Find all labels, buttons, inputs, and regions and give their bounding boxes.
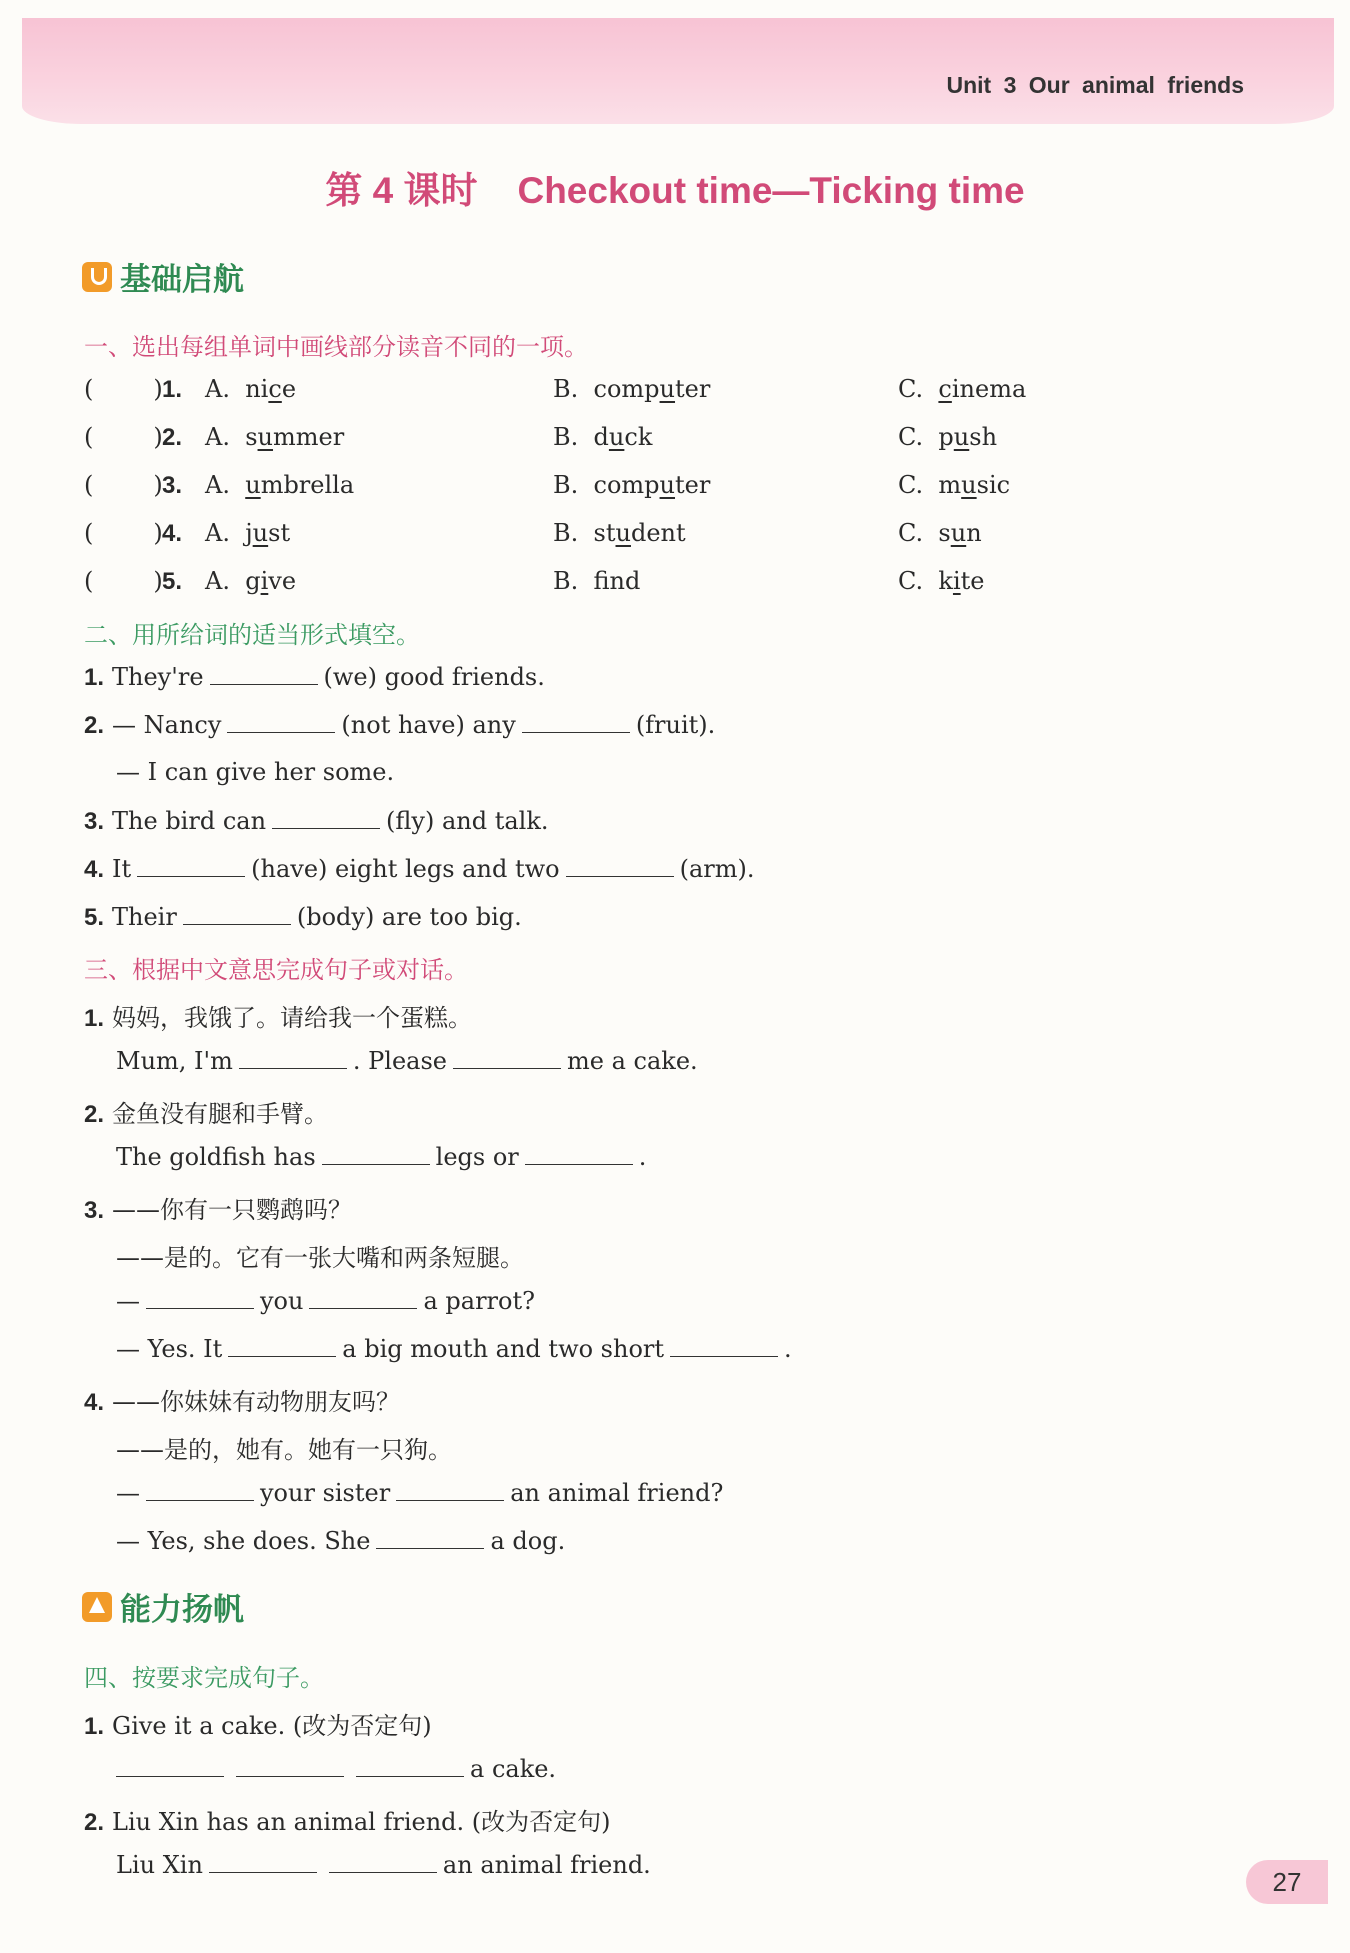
underlined-letter: c [938,375,952,403]
answer-blank[interactable] [396,1478,504,1501]
lesson-number: 第 4 课时 [325,170,478,211]
word-part: ck [624,423,653,451]
sail-icon [82,1592,112,1622]
part3-instruction: 三、根据中文意思完成句子或对话。 [84,956,468,984]
word-part: ter [675,471,711,499]
answer-blank[interactable] [228,1334,336,1357]
word-part: s [938,519,951,547]
answer-blank[interactable] [376,1526,484,1549]
word-part: te [960,567,985,595]
answer-blank[interactable] [146,1478,254,1501]
word-part: dent [630,519,686,547]
word-part: sh [969,423,998,451]
word-part: m [938,471,962,499]
word-part: nd [609,567,641,595]
answer-blank[interactable] [322,1142,430,1165]
answer-blank[interactable] [183,902,291,925]
word-part: j [245,519,253,547]
option-a: A. nice [205,375,297,403]
word-part: e [281,375,297,403]
answer-blank[interactable] [522,710,630,733]
underlined-letter: u [659,375,676,403]
part2-item-1: 1. They're (we) good friends. [84,663,545,691]
answer-blank[interactable] [356,1754,464,1777]
part3-item-4-zh1: 4. ——你妹妹有动物朋友吗？ [84,1388,401,1416]
part1-item [84,519,190,548]
answer-blank[interactable] [272,806,380,829]
part1-item [84,567,190,596]
part2-item-3: 3. The bird can (fly) and talk. [84,807,549,835]
part1-item [84,375,190,404]
underlined-letter: u [252,519,269,547]
option-b: B. student [553,519,686,547]
word-part: d [593,423,609,451]
option-b: B. computer [553,471,711,499]
part2-item-2-reply: — I can give her some. [116,758,395,786]
part2-item-2: 2. — Nancy (not have) any (fruit). [84,711,716,739]
item-number: 5. [162,568,183,595]
anchor-icon [82,262,112,292]
part4-instruction: 四、按要求完成句子。 [84,1664,324,1692]
part3-item-3-zh2: ——是的。它有一张大嘴和两条短腿。 [116,1244,524,1272]
part3-item-1-zh: 1. 妈妈，我饿了。请给我一个蛋糕。 [84,1004,473,1032]
page-number: 27 [1246,1860,1328,1904]
underlined-letter: u [245,471,261,499]
underlined-letter: u [257,423,274,451]
option-b: B. fnd [553,567,641,595]
item-number: 2. [162,424,183,451]
word-part: sic [976,471,1011,499]
option-b: B. computer [553,375,711,403]
word-part: g [245,567,261,595]
option-a: A. umbrella [205,471,355,499]
part1-instruction: 一、选出每组单词中画线部分读音不同的一项。 [84,333,588,361]
word-part: mmer [273,423,345,451]
word-part: s [245,423,258,451]
answer-blank[interactable] [137,854,245,877]
answer-blank[interactable] [329,1850,437,1873]
lesson-title [0,160,1350,214]
word-part: k [938,567,953,595]
answer-blank[interactable] [566,854,674,877]
underlined-letter: u [608,423,625,451]
underlined-letter: u [961,471,977,499]
section-heading-ability: 能力扬帆 [82,1584,244,1629]
answer-blank[interactable] [670,1334,778,1357]
part3-item-4-zh2: ——是的，她有。她有一只狗。 [116,1436,452,1464]
answer-blank[interactable] [116,1754,224,1777]
part3-item-2-zh: 2. 金鱼没有腿和手臂。 [84,1100,329,1128]
part3-item-4-en1: — your sister an animal friend? [116,1479,724,1507]
answer-blank[interactable] [453,1046,561,1069]
answer-blank[interactable] [209,1850,317,1873]
underlined-letter: c [268,375,282,403]
word-part: ni [245,375,269,403]
answer-blank[interactable] [525,1142,633,1165]
underlined-letter: u [615,519,631,547]
word-part: ter [675,375,711,403]
answer-parentheses[interactable]: ( ) [84,423,163,451]
part2-item-5: 5. Their (body) are too big. [84,903,522,931]
answer-blank[interactable] [227,710,335,733]
word-part: n [966,519,982,547]
underlined-letter: u [659,471,676,499]
answer-parentheses[interactable]: ( ) [84,567,163,595]
part1-item [84,423,190,452]
underlined-letter: u [950,519,967,547]
part2-instruction: 二、用所给词的适当形式填空。 [84,621,420,649]
part3-item-3-zh1: 3. ——你有一只鹦鹉吗？ [84,1196,353,1224]
item-number: 4. [162,520,183,547]
part3-item-2-en: The goldfish has legs or . [116,1143,647,1171]
section-heading-basic: 基础启航 [82,254,244,299]
option-c: C. sun [898,519,982,547]
option-c: C. push [898,423,998,451]
answer-blank[interactable] [236,1754,344,1777]
part3-item-3-en1: — you a parrot? [116,1287,535,1315]
word-part: p [938,423,954,451]
word-part: st [593,519,616,547]
answer-blank[interactable] [210,662,318,685]
option-a: A. just [205,519,291,547]
answer-parentheses[interactable]: ( ) [84,375,163,403]
unit-title: Unit 3 Our animal friends [946,72,1244,98]
part1-item [84,471,190,500]
part4-item-1: 1. Give it a cake. (改为否定句) [84,1712,432,1740]
item-number: 3. [162,472,183,499]
part3-item-3-en2: — Yes. It a big mouth and two short . [116,1335,792,1363]
part4-item-2-answer: Liu Xin an animal friend. [116,1851,651,1879]
header-band [22,18,1334,124]
part4-item-1-answer: a cake. [116,1754,556,1783]
answer-parentheses[interactable]: ( ) [84,471,163,499]
underlined-letter: u [953,423,970,451]
option-b: B. duck [553,423,653,451]
word-part: comp [593,471,660,499]
part3-item-4-en2: — Yes, she does. She a dog. [116,1527,566,1555]
part3-item-1-en: Mum, I'm . Please me a cake. [116,1047,698,1075]
underlined-letter: i [952,567,961,595]
word-part: f [593,567,610,595]
option-c: C. music [898,471,1011,499]
answer-blank[interactable] [309,1286,417,1309]
word-part: comp [593,375,660,403]
option-c: C. kite [898,567,985,595]
option-c: C. cinema [898,375,1027,403]
answer-blank[interactable] [146,1286,254,1309]
word-part: ve [268,567,297,595]
part2-item-4: 4. It (have) eight legs and two (arm). [84,855,755,883]
word-part: mbrella [260,471,355,499]
item-number: 1. [162,376,183,403]
word-part: inema [951,375,1027,403]
underlined-letter: i [260,567,269,595]
part4-item-2: 2. Liu Xin has an animal friend. (改为否定句) [84,1808,611,1836]
option-a: A. give [205,567,297,595]
word-part: st [268,519,291,547]
option-a: A. summer [205,423,345,451]
lesson-name: Checkout time—Ticking time [517,170,1025,211]
answer-parentheses[interactable]: ( ) [84,519,163,547]
answer-blank[interactable] [239,1046,347,1069]
